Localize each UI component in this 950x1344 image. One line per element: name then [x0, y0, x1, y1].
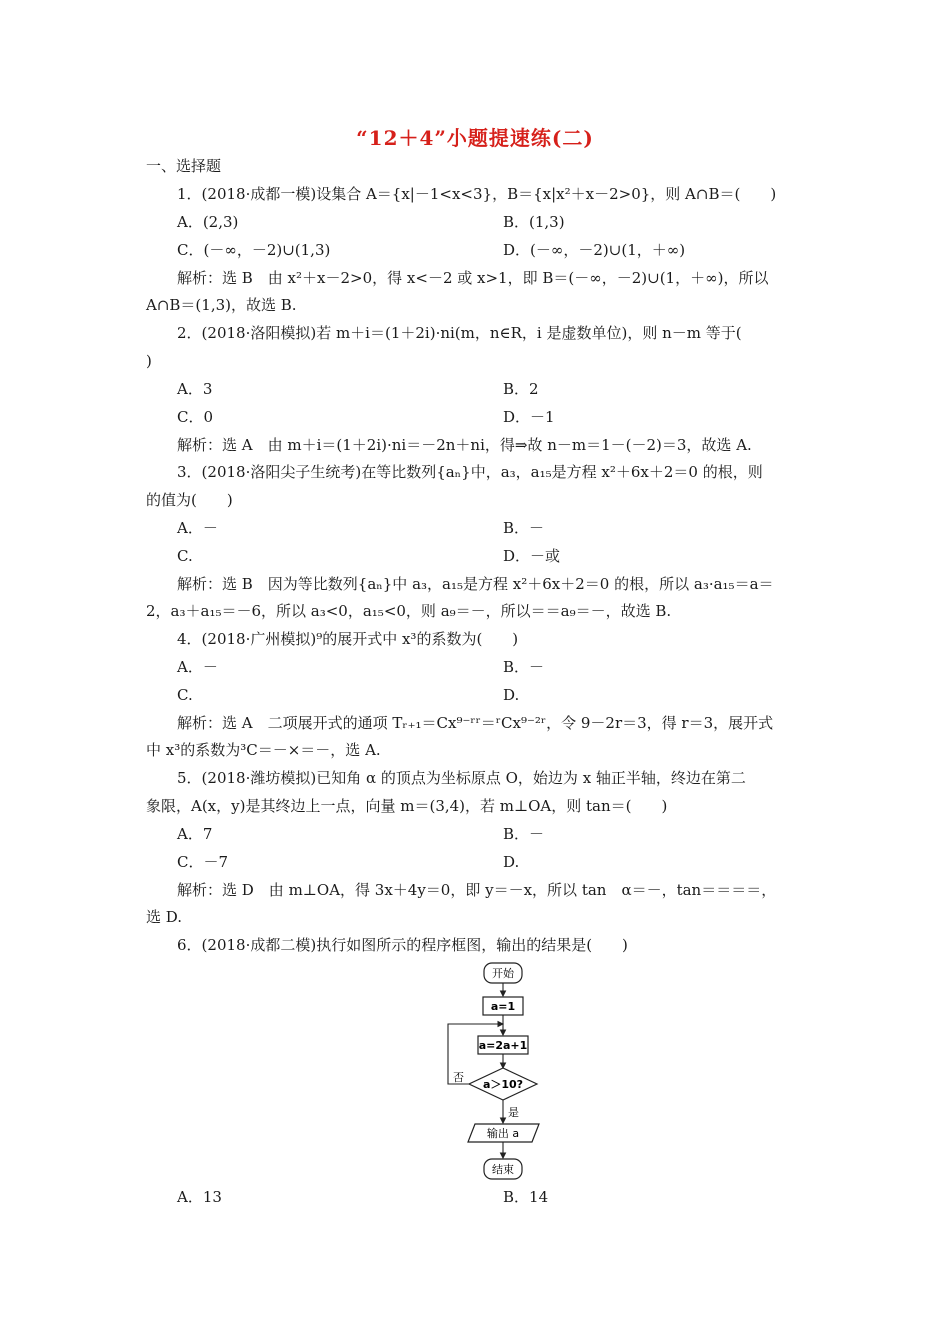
option-b: B．－ [503, 519, 545, 537]
option-a: A．7 [177, 825, 213, 843]
solution-2: 解析：选 A 由 m＋i＝(1＋2i)·ni＝－2n＋ni，得⇒故 n－m＝1－(－2)＝3，故选 A. [177, 436, 752, 454]
option-b: B．－ [503, 658, 545, 676]
option-b: B．14 [503, 1188, 549, 1206]
solution-4-cont: 中 x³的系数为³C＝－×＝－，选 A. [146, 741, 381, 759]
solution-1: 解析：选 B 由 x²＋x－2>0，得 x<－2 或 x>1，即 B＝(－∞，－2)∪(1，＋∞)，所以 [177, 269, 769, 287]
question-4: 4．(2018·广州模拟)⁹的展开式中 x³的系数为( ) [177, 630, 519, 648]
option-b: B．2 [503, 380, 539, 398]
question-3-cont: 的值为( ) [146, 491, 233, 509]
question-5-cont: 象限，A(x，y)是其终边上一点，向量 m＝(3,4)，若 m⊥OA，则 tan＝( ) [146, 797, 668, 815]
option-d: D．－或 [503, 547, 561, 565]
flowchart [430, 960, 560, 1185]
solution-1-cont: A∩B＝(1,3)，故选 B. [146, 296, 297, 314]
option-a: A．－ [177, 519, 218, 537]
option-d: D．(－∞，－2)∪(1，＋∞) [503, 241, 686, 259]
question-5: 5．(2018·潍坊模拟)已知角 α 的顶点为坐标原点 O，始边为 x 轴正半轴，终边在第二 [177, 769, 746, 787]
option-a: A．3 [177, 380, 213, 398]
option-d: D. [503, 853, 520, 871]
question-6: 6．(2018·成都二模)执行如图所示的程序框图，输出的结果是( ) [177, 936, 628, 954]
flow-no-label: 否 [453, 1071, 464, 1084]
option-c: C．0 [177, 408, 214, 426]
section-heading: 一、选择题 [146, 157, 222, 175]
flow-condition-label: a＞10? [482, 1078, 524, 1091]
solution-5: 解析：选 D 由 m⊥OA，得 3x＋4y＝0，即 y＝－x，所以 tan α＝－，tan＝＝＝＝， [177, 881, 777, 899]
option-d: D．－1 [503, 408, 555, 426]
option-a: A．(2,3) [177, 213, 239, 231]
option-c: C．(－∞，－2)∪(1,3) [177, 241, 331, 259]
question-3: 3．(2018·洛阳尖子生统考)在等比数列{aₙ}中，a₃，a₁₅是方程 x²＋6x＋2＝0 的根，则 [177, 463, 763, 481]
flow-init-label: a=1 [490, 1000, 516, 1013]
solution-5-cont: 选 D. [146, 908, 183, 926]
solution-4: 解析：选 A 二项展开式的通项 Tᵣ₊₁＝Cx⁹⁻ʳʳ＝ʳCx⁹⁻²ʳ，令 9－2r＝3，得 r＝3，展开式 [177, 714, 774, 732]
option-b: B．(1,3) [503, 213, 565, 231]
question-2-cont: ) [146, 352, 152, 370]
question-1: 1．(2018·成都一模)设集合 A＝{x|－1<x<3}，B＝{x|x²＋x－2>0}，则 A∩B＝( ) [177, 185, 777, 203]
option-c: C. [177, 547, 193, 565]
flow-start-label: 开始 [492, 967, 514, 980]
solution-3: 解析：选 B 因为等比数列{aₙ}中 a₃，a₁₅是方程 x²＋6x＋2＝0 的根，所以 a₃·a₁₅＝a＝ [177, 575, 774, 593]
option-c: C. [177, 686, 193, 704]
flow-yes-label: 是 [508, 1106, 519, 1119]
page-title: “12＋4”小题提速练(二) [356, 126, 594, 150]
option-d: D. [503, 686, 520, 704]
option-c: C．－7 [177, 853, 229, 871]
question-2: 2．(2018·洛阳模拟)若 m＋i＝(1＋2i)·ni(m，n∈R，i 是虚数单位)，则 n－m 等于( [177, 324, 742, 342]
flow-output-label: 输出 a [486, 1127, 520, 1140]
option-a: A．－ [177, 658, 218, 676]
solution-3-cont: 2，a₃＋a₁₅＝－6，所以 a₃<0，a₁₅<0，则 a₉＝－，所以＝＝a₉＝－，故选 B. [146, 602, 672, 620]
flow-end-label: 结束 [492, 1163, 514, 1176]
option-b: B．－ [503, 825, 545, 843]
option-a: A．13 [177, 1188, 222, 1206]
flow-update-label: a=2a+1 [478, 1039, 528, 1052]
